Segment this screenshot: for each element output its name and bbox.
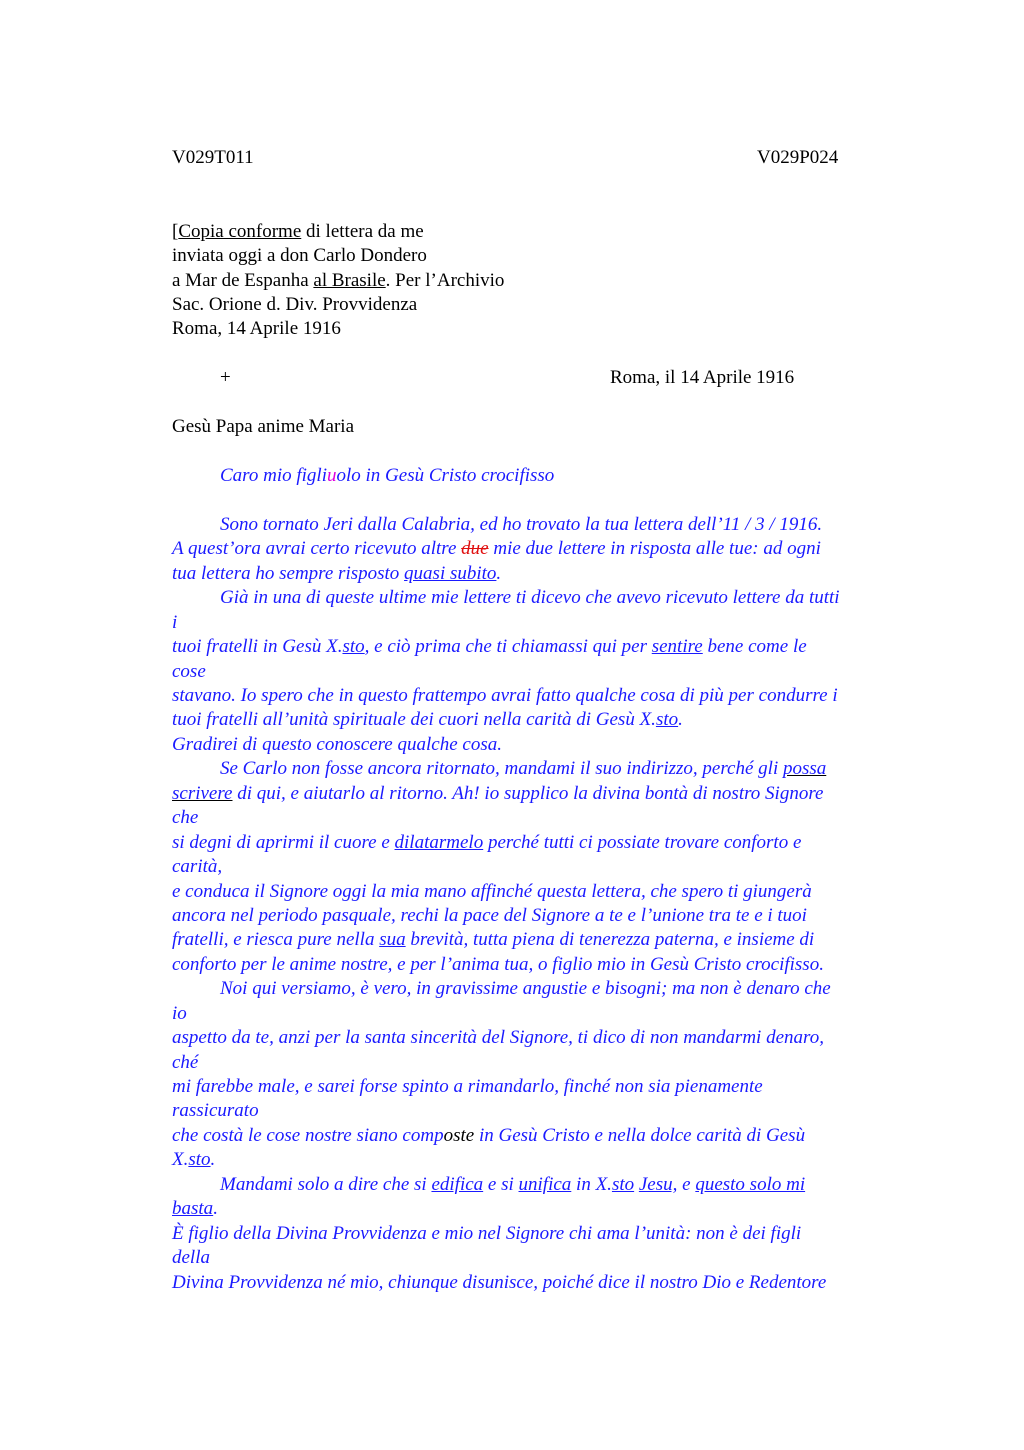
body-line: Noi qui versiamo, è vero, in gravissime angustie e bisogni; ma non è denaro che <box>220 978 831 999</box>
cross-mark: + <box>220 367 231 388</box>
body-line: Già in una di queste ultime mie lettere ti dicevo che avevo ricevuto lettere da tutti <box>220 587 840 608</box>
dateline: Roma, il 14 Aprile 1916 <box>610 367 795 388</box>
body-line: tuoi fratelli in Gesù X.sto, e ciò prima che ti chiamassi qui per sentire bene come le <box>172 636 807 657</box>
note-line: a Mar de Espanha al Brasile. Per l’Archivio <box>172 270 505 291</box>
body-line: basta. <box>172 1198 218 1219</box>
body-line: aspetto da te, anzi per la santa sincerità del Signore, ti dico di non mandarmi denaro, <box>172 1027 824 1048</box>
body-line: i <box>172 612 178 633</box>
body-line: X.sto. <box>172 1149 216 1170</box>
body-line: tuoi fratelli all’unità spirituale dei cuori nella carità di Gesù X.sto. <box>172 709 683 730</box>
body-line: che costà le cose nostre siano composte in Gesù Cristo e nella dolce carità di Gesù <box>172 1125 806 1146</box>
body-line: mi farebbe male, e sarei forse spinto a rimandarlo, finché non sia pienamente <box>172 1076 763 1097</box>
body-line: fratelli, e riesca pure nella sua brevità, tutta piena di tenerezza paterna, e insieme di <box>172 929 815 950</box>
body-line: A quest’ora avrai certo ricevuto altre due mie due lettere in risposta alle tue: ad ogni <box>172 538 821 559</box>
body-line: scrivere di qui, e aiutarlo al ritorno. Ah! io supplico la divina bontà di nostro Signore <box>172 783 824 804</box>
body-line: carità, <box>172 856 223 877</box>
body-line: Sono tornato Jeri dalla Calabria, ed ho trovato la tua lettera dell’11 / 3 / 1916. <box>220 514 823 535</box>
body-line: rassicurato <box>172 1100 259 1121</box>
salutation: Caro mio figliuolo in Gesù Cristo crocifisso <box>220 465 555 486</box>
body-line: cose <box>172 661 206 682</box>
body-line: Gradirei di questo conoscere qualche cosa. <box>172 734 502 755</box>
body-line: io <box>172 1003 187 1024</box>
body-line: ché <box>172 1052 199 1073</box>
body-line: Mandami solo a dire che si edifica e si unifica in X.sto Jesu, e questo solo mi <box>220 1174 806 1195</box>
body-line: e conduca il Signore oggi la mia mano affinché questa lettera, che spero ti giungerà <box>172 881 812 902</box>
body-line: stavano. Io spero che in questo frattempo avrai fatto qualche cosa di più per condurre i <box>172 685 838 706</box>
body-line: tua lettera ho sempre risposto quasi subito. <box>172 563 502 584</box>
body-line: Divina Provvidenza né mio, chiunque disunisce, poiché dice il nostro Dio e Redentore <box>172 1272 827 1293</box>
note-line: inviata oggi a don Carlo Dondero <box>172 245 427 266</box>
body-line: Se Carlo non fosse ancora ritornato, mandami il suo indirizzo, perché gli possa <box>220 758 827 779</box>
body-line: si degni di aprirmi il cuore e dilatarmelo perché tutti ci possiate trovare conforto e <box>172 832 802 853</box>
note-line: Roma, 14 Aprile 1916 <box>172 318 341 339</box>
header-left-code: V029T011 <box>172 147 254 168</box>
body-line: conforto per le anime nostre, e per l’anima tua, o figlio mio in Gesù Cristo crocifisso. <box>172 954 824 975</box>
body-line: che <box>172 807 199 828</box>
header-right-code: V029P024 <box>757 147 839 168</box>
invocation: Gesù Papa anime Maria <box>172 416 355 437</box>
note-line: Sac. Orione d. Div. Provvidenza <box>172 294 418 315</box>
body-line: ancora nel periodo pasquale, rechi la pace del Signore a te e l’unione tra te e i tuoi <box>172 905 807 926</box>
note-line: [Copia conforme di lettera da me <box>172 221 424 242</box>
body-line: della <box>172 1247 210 1268</box>
body-line: È figlio della Divina Provvidenza e mio nel Signore chi ama l’unità: non è dei figli <box>172 1223 802 1244</box>
